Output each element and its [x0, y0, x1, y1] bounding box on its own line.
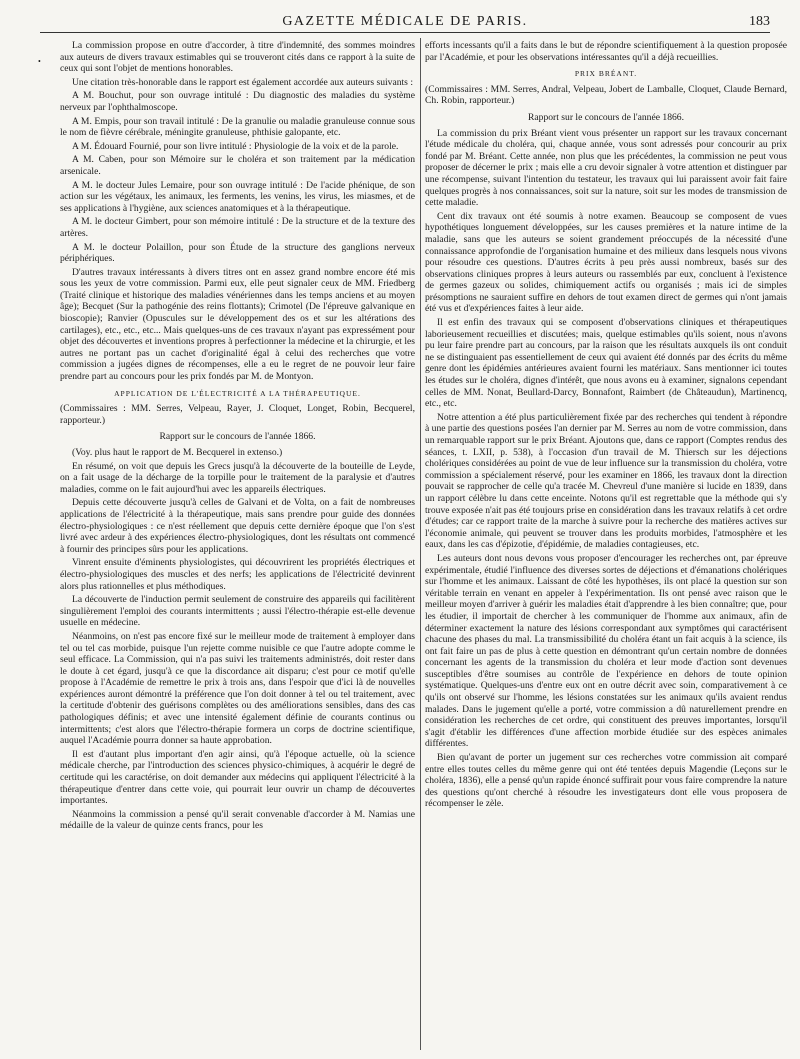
right-column	[425, 40, 787, 1050]
report-heading: Rapport sur le concours de l'année 1866.	[159, 431, 316, 443]
paragraph: Depuis cette découverte jusqu'à celles de Galvani et de Volta, on a fait de nombreuses applications de l'électricité à la thérapeutique, mais sans prendre pour guide des données électro-physiologiques : ce n'est réellement que depuis cette dernière époque que l'on s'est livré avec ardeur à des expériences électro-physiologiques, dont les résultats ont commencé à fournir des principes sûrs pour les applications.	[60, 497, 415, 555]
margin-mark: •	[38, 57, 41, 66]
paragraph: Bien qu'avant de porter un jugement sur ces recherches votre commission ait comparé entre elles toutes celles du même genre qui ont été tentées depuis Magendie (Leçons sur le choléra, 1836), elle a pensé qu'un rapide énoncé suffirait pour vous faire comprendre la nature des questions qu'ont cherché à résoudre les investigateurs dont elle vous proposera de récompenser le zèle.	[425, 752, 787, 810]
citation-item: A M. Édouard Fournié, pour son livre intitulé : Physiologie de la voix et de la parole.	[72, 140, 399, 152]
paragraph: Une citation très-honorable dans le rapport est également accordée aux auteurs suivants :	[72, 76, 413, 88]
journal-title: GAZETTE MÉDICALE DE PARIS.	[282, 14, 528, 29]
commissioners-list: (Commissaires : MM. Serres, Andral, Velpeau, Jobert de Lamballe, Cloquet, Claude Bernard, Ch. Robin, rapporteur.)	[425, 83, 787, 107]
left-column	[60, 40, 415, 1050]
citation-item: A M. Empis, pour son travail intitulé : De la granulie ou maladie granuleuse connue sous le nom de fièvre cérébrale, méningite granuleuse, phthisie galopante, etc.	[60, 115, 415, 139]
section-title: PRIX BRÉANT.	[574, 69, 638, 79]
citation-item: A M. le docteur Jules Lemaire, pour son ouvrage intitulé : De l'acide phénique, de son action sur les végétaux, les animaux, les ferments, les venins, les virus, les miasmes, et de ses applications à l'hygiène, aux sciences anatomiques et à la thérapeutique.	[60, 179, 415, 214]
citation-item: A M. le docteur Polaillon, pour son Étude de la structure des ganglions nerveux périphériques.	[60, 241, 415, 265]
paragraph: La commission du prix Bréant vient vous présenter un rapport sur les travaux concernant l'étude médicale du choléra, qui, chaque année, vous sont adressés pour concourir au prix fondé par M. Bréant. Cette année, non plus que les précédentes, la commission ne peut vous proposer de décerner le prix ; mais elle a cru devoir signaler à votre attention et distinguer par une récompense, suivant l'intention du testateur, les travaux qui lui paraissent avoir fait faire quelques progrès à nos connaissances, soit sur la nature, soit sur les modes de transmission de cette maladie.	[425, 127, 787, 209]
page-header	[40, 10, 770, 33]
paragraph: Cent dix travaux ont été soumis à notre examen. Beaucoup se composent de vues hypothétiques longuement développées, sur les causes premières et la nature intime de la maladie, sans que les auteurs se soient grandement préoccupés de la nécessité d'une connaissance approfondie de l'organisation humaine et des milieux dans lesquels nous vivons pour résoudre ces questions. D'autres écrits à peu près aussi nombreux, basés sur des observations cliniques propres à leurs auteurs ou rassemblés par eux, concluent à l'existence de germes gazeux ou solides, chimiquement actifs ou organisés ; mais ici de simples présomptions ne sauraient suffire en dehors de tout examen direct de germes qui n'ont jamais été vus et d'expériences faites à leur aide.	[425, 210, 787, 315]
citation-item: A M. Caben, pour son Mémoire sur le choléra et son traitement par la médication arsenicale.	[60, 154, 415, 177]
paragraph: D'autres travaux intéressants à divers titres ont en assez grand nombre encore été mis sous les yeux de votre commission. Parmi eux, elle peut signaler ceux de MM. Friedberg (Traité clinique et historique des maladies vénériennes dans les temps anciens et au moyen âge); Becquet (Sur la pathogénie des reins flottants); Crimotel (De l'épreuve galvanique en bioscopie); Ranvier (Opuscules sur le développement des os et sur les altérations des cartilages), etc., etc., etc... Mais quelques-uns de ces travaux n'ayant pas expressément pour objet des découvertes et inventions propres à perfectionner la médecine et la chirurgie, et les autres ne portant pas un cachet d'originalité égal à celui des recherches que votre commission a jugées dignes de récompenses, elle a eu le regret de ne pouvoir leur faire prendre part au concours pour les prix fondés par M. de Montyon.	[60, 266, 415, 383]
paragraph: Vinrent ensuite d'éminents physiologistes, qui découvrirent les propriétés électriques et électro-physiologiques des muscles et des nerfs; les applications de l'électricité devinrent alors plus rationnelles et plus méthodiques.	[60, 557, 415, 592]
paragraph: Néanmoins la commission a pensé qu'il serait convenable d'accorder à M. Namias une médaille de la valeur de quinze cents francs, pour les	[60, 808, 415, 832]
paragraph: efforts incessants qu'il a faits dans le but de répondre scientifiquement à la question proposée par l'Académie, et pour les observations intéressantes qu'il a déjà recueillies.	[425, 40, 787, 63]
column-divider	[420, 38, 421, 1050]
citation-item: A M. Bouchut, pour son ouvrage intitulé : Du diagnostic des maladies du système nerveux par l'ophthalmoscope.	[60, 90, 415, 113]
section-title: APPLICATION DE L'ÉLECTRICITÉ A LA THÉRAPEUTIQUE.	[114, 388, 361, 398]
paragraph: En résumé, on voit que depuis les Grecs jusqu'à la découverte de la bouteille de Leyde, on a fait usage de la décharge de la torpille pour le traitement de la paralysie et d'autres maladies, comme on le fait aujourd'hui avec les appareils électriques.	[60, 460, 415, 495]
commissioners-list: (Commissaires : MM. Serres, Velpeau, Rayer, J. Cloquet, Longet, Robin, Becquerel, rapporteur.)	[60, 403, 415, 426]
citation-item: A M. le docteur Gimbert, pour son mémoire intitulé : De la structure et de la texture des artères.	[60, 216, 415, 239]
paragraph: Il est d'autant plus important d'en agir ainsi, qu'à l'époque actuelle, où la science médicale cherche, par l'introduction des sciences physico-chimiques, à acquérir le degré de certitude qui les caractérise, on doit demander aux médecins qui appliquent l'électricité à la thérapeutique d'entrer dans cette voie, qui pourrait leur ouvrir un champ de découvertes importantes.	[60, 748, 415, 807]
paragraph: Il est enfin des travaux qui se composent d'observations cliniques et thérapeutiques laborieusement recueillies et discutées; mais, quelque estimables qu'ils soient, nous n'avons pu leur faire prendre part au concours, par la raison que les résultats auxquels ils ont conduit ne se distinguaient pas essentiellement de ceux qui avaient été donnés par des écrits du même genre dont les épidémies antérieures avaient fourni les matériaux. Sans mentionner ici toutes les études sur le choléra, dignes d'intérêt, que nous avons eu à examiner, signalons cependant celles de MM. Nonat, Beullard-Darcy, Bonnafont, Raimbert (de Châteaudun), Martinencq, etc., etc.	[425, 317, 787, 410]
report-heading: Rapport sur le concours de l'année 1866.	[528, 111, 684, 123]
paragraph: La découverte de l'induction permit seulement de construire des appareils qui facilitèrent singulièrement l'emploi des courants intermittents ; aussi l'électro-thérapie est-elle devenue usuelle en médecine.	[60, 594, 415, 629]
paragraph: Les auteurs dont nous devons vous proposer d'encourager les recherches ont, par épreuve expérimentale, étudié l'influence des diverses sortes de déjections et d'émanations cholériques sur l'homme et les animaux. Laissant de côté les hypothèses, ils ont placé la question sur son véritable terrain en venant en appeler à l'expérimentation. Ils ont pensé avec raison que le meilleur moyen d'arriver à guérir les maladies était d'apprendre à les bien connaître; que, pour les étudier, il importait de chercher à les communiquer de l'homme aux animaux, afin de déterminer exactement la nature des lésions correspondant aux symptômes qui caractérisent chacune des phases du mal. La transmissibilité du choléra étant un fait acquis à la science, ils ont fait faire un pas de plus à cette question en démontrant qu'un certain nombre de données concernant les agents de la transmission du choléra et leur mode d'action sont devenues susceptibles d'être soumises au contrôle de l'expérience en dehors de toute opinion systématique. Quelques-uns d'entre eux ont en outre décrit avec soin, comparativement à ce qu'ils ont observé sur l'homme, les lésions constatées sur les animaux qu'ils avaient rendus malades. Dans le jugement qu'elle a porté, votre commission a dû naturellement prendre en considération les recherches de cet ordre, qui constituent des preuves importantes, lorsqu'il s'agit d'établir les différences d'une affection morbide étudiée sur des espèces animales différentes.	[425, 552, 787, 750]
reference-note: (Voy. plus haut le rapport de M. Becquerel in extenso.)	[72, 447, 283, 458]
paragraph: Néanmoins, on n'est pas encore fixé sur le meilleur mode de traitement à employer dans tel ou tel cas morbide, puisque l'un rejette comme nuisible ce que l'autre adopte comme le seul efficace. La Commission, qui n'a pas suivi les traitements administrés, doit rester dans le doute à cet égard, jusqu'à ce que la discordance ait disparu; c'est pour ce motif qu'elle propose à l'Académie de remettre le prix à trois ans, dans l'espoir que d'ici là de nouvelles expériences auront démontré la préférence que l'on doit donner à tel ou tel traitement, avec la certitude d'obtenir des guérisons complètes ou des améliorations sensibles, dans des cas pathologiques définis; et avec une intensité également définie de courants continus ou intermittents; c'est alors que l'électro-thérapie formera un corps de doctrine scientifique, auquel l'Académie pourra donner sa haute approbation.	[60, 630, 415, 747]
page-number: 183	[749, 14, 770, 29]
paragraph: La commission propose en outre d'accorder, à titre d'indemnité, des sommes moindres aux auteurs de divers travaux estimables qui se trouveront cités dans ce rapport à la suite de ceux qui sont l'objet de mentions honorables.	[60, 40, 415, 75]
paragraph: Notre attention a été plus particulièrement fixée par des recherches qui tendent à répondre à une partie des questions posées l'an dernier par M. Serres au nom de votre commission, dans un remarquable rapport sur le prix Bréant. Ajoutons que, dans ce rapport (Comptes rendus des séances, t. LXII, p. 538), à l'occasion d'un travail de M. Thiersch sur les déjections cholériques considérées au point de vue de leur influence sur la transmission du choléra, votre commission a spécialement réservé, pour les examiner en 1866, les travaux dont la direction pouvait se rapprocher de celle qu'a tracée M. Chevreul d'une manière si lucide en 1839, dans un rapport célèbre lu dans cette enceinte. Notons qu'il est regrettable que la méthode qui s'y trouve exposée n'ait pas été toujours prise en considération dans les travaux relatifs à cet ordre d'études; car ce rapport traite de la marche à suivre pour la recherche des matières actives sur l'économie animale, qui peuvent se trouver dans les produits morbides, l'atmosphère et les eaux, dans les cas d'épizotie, d'épidémie, de maladies contagieuses, etc.	[425, 411, 787, 551]
